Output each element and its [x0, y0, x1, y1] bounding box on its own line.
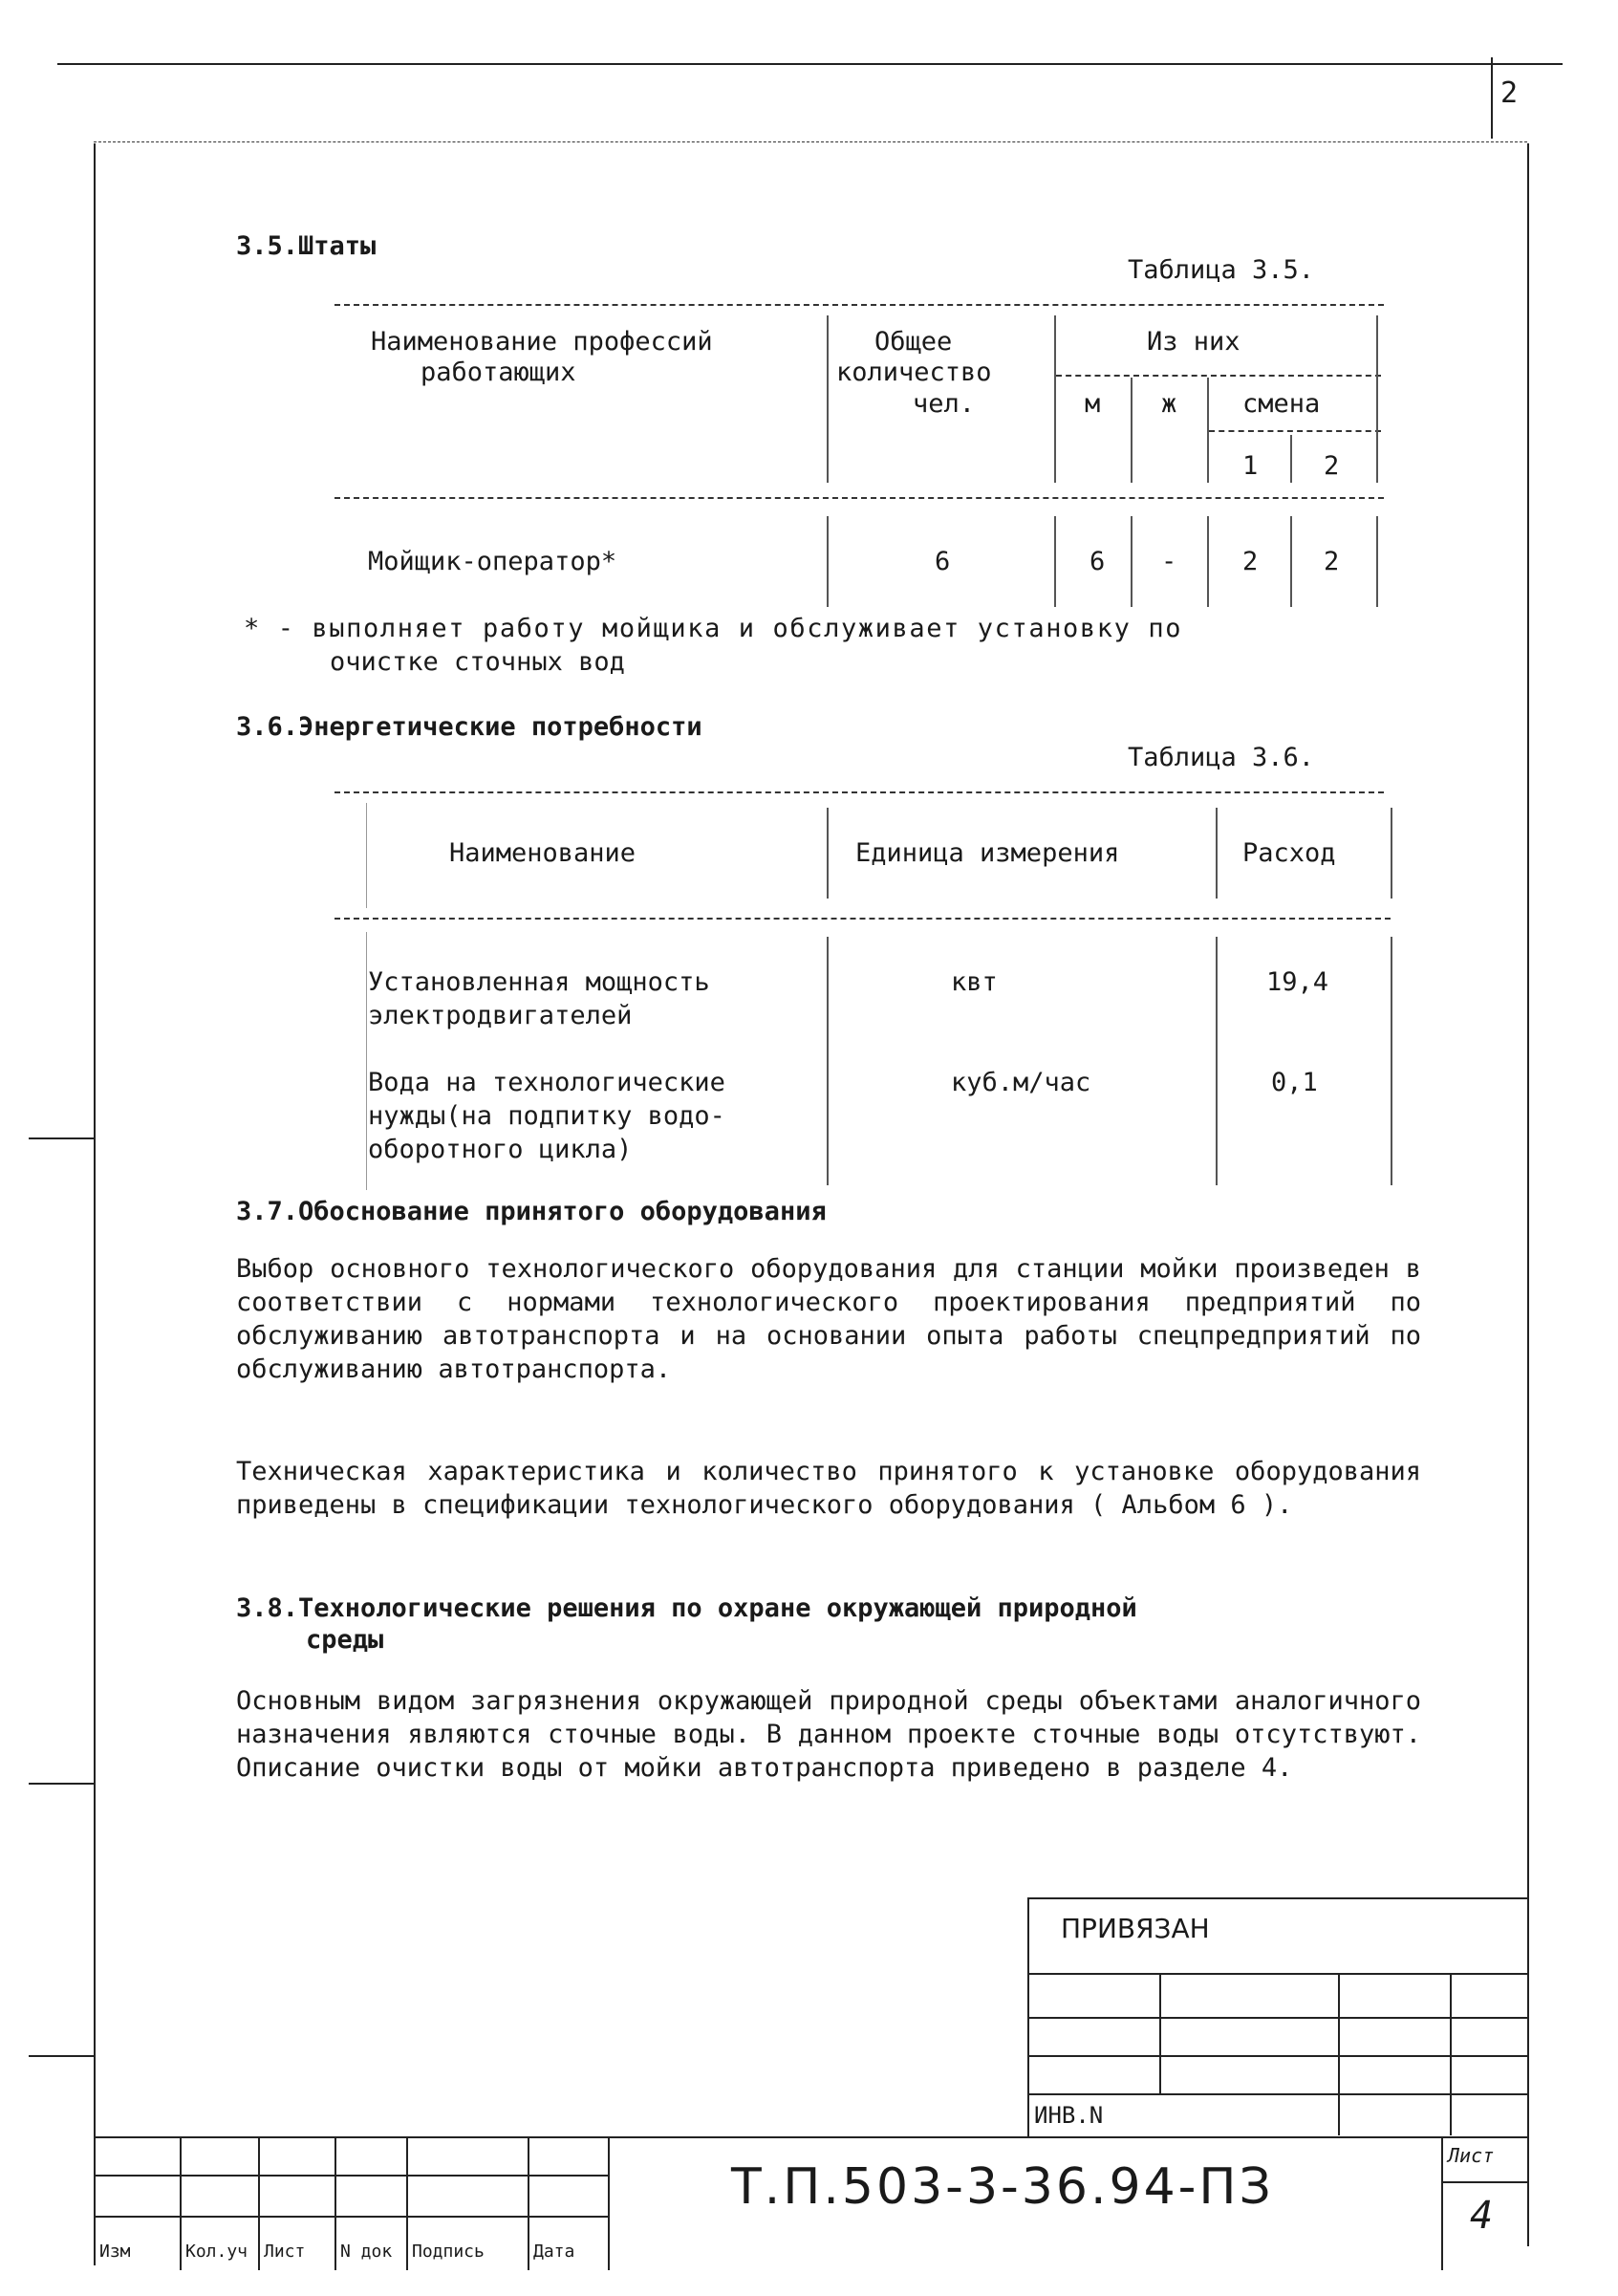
table-3-5-body-vline-2	[1054, 516, 1056, 607]
table-3-6-body-vline-2	[1216, 937, 1218, 1185]
col-label-kol: Кол.уч	[185, 2242, 248, 2262]
binding-mark-3	[29, 2055, 96, 2057]
section-3-7-heading: 3.7.Обоснование принятого оборудования	[236, 1197, 827, 1226]
stamp-row-2	[1027, 2017, 1529, 2019]
sheet-box-left	[1441, 2136, 1443, 2270]
inner-top-border	[94, 141, 1527, 142]
table-3-6-body-vline-1	[827, 937, 829, 1185]
table-3-6-vline-right	[1391, 808, 1392, 899]
binding-mark-1	[29, 1137, 96, 1139]
col-header-of-them: Из них	[1147, 327, 1240, 357]
col-header-profession-2: работающих	[421, 357, 576, 387]
table-3-5-top-rule	[334, 304, 1384, 306]
table-3-5-vline-3	[1131, 378, 1133, 483]
col-header-total-3: чел.	[913, 389, 976, 419]
footnote-line-1: * - выполняет работу мойщика и обслуживает установку по	[244, 614, 1183, 643]
col-label-list: Лист	[264, 2242, 306, 2262]
section-3-5-heading: 3.5.Штаты	[236, 231, 377, 261]
stamp-col-2	[1338, 1973, 1340, 2135]
col-label-date: Дата	[533, 2242, 575, 2262]
energy-row-1-name-1: Установленная мощность	[368, 967, 710, 997]
col-header-profession: Наименование профессий	[371, 327, 713, 357]
sheet-box-mid	[1441, 2181, 1527, 2183]
bottom-strip-bot	[94, 2216, 610, 2218]
col-label-signature: Подпись	[412, 2242, 485, 2262]
table-row-m: 6	[1089, 547, 1106, 576]
table-row-zh: -	[1161, 547, 1177, 576]
top-border-line	[57, 63, 1563, 65]
col-header-shift-1: 1	[1242, 451, 1259, 481]
energy-row-2-name-2: нужды(на подпитку водо-	[368, 1101, 725, 1131]
privyazan-label: ПРИВЯЗАН	[1061, 1913, 1210, 1944]
document-code: Т.П.503-3-36.94-ПЗ	[731, 2158, 1274, 2216]
col-header-shift: смена	[1242, 389, 1321, 419]
table-3-5-header-rule	[334, 497, 1384, 499]
right-border-line	[1527, 143, 1529, 2246]
table-row-name: Мойщик-оператор*	[368, 547, 617, 576]
table-3-5-vline-2	[1054, 315, 1056, 483]
col-label-ndok: N док	[340, 2242, 393, 2262]
energy-row-2-unit: куб.м/час	[951, 1068, 1091, 1097]
page-number-divider	[1491, 57, 1493, 139]
bottom-strip-col-4	[406, 2136, 408, 2270]
table-3-6-body-vline-right	[1391, 937, 1392, 1185]
bottom-strip-col-5	[528, 2136, 529, 2270]
energy-row-1-unit: квт	[951, 967, 998, 997]
col-header-total-2: количество	[836, 357, 992, 387]
section-3-8-heading-2: среды	[306, 1625, 384, 1655]
energy-row-2-value: 0,1	[1271, 1068, 1318, 1097]
shift-rule	[1209, 430, 1381, 432]
table-3-6-vline-1	[827, 808, 829, 899]
col-header-name: Наименование	[449, 838, 636, 868]
table-row-s1: 2	[1242, 547, 1259, 576]
energy-row-2-name-1: Вода на технологические	[368, 1068, 725, 1097]
bottom-strip-col-3	[334, 2136, 336, 2270]
energy-row-1-value: 19,4	[1266, 967, 1329, 997]
binding-mark-2	[29, 1783, 96, 1785]
section-3-8-paragraph: Основным видом загрязнения окружающей природной среды объектами аналогичного назначения являются сточные воды. В данном проекте сточные воды отсутствуют. Описание очистки воды от мойки автотранспорта приведено в разделе 4.	[236, 1686, 1421, 1783]
col-header-zh: ж	[1161, 389, 1177, 419]
table-3-5-caption: Таблица 3.5.	[1128, 255, 1315, 285]
col-header-consumption: Расход	[1242, 838, 1336, 868]
table-3-5-body-vline-4	[1207, 516, 1209, 607]
table-3-5-body-vline-5	[1290, 516, 1292, 607]
table-3-6-body-vline-left	[366, 932, 367, 1190]
table-3-5-body-vline-3	[1131, 516, 1133, 607]
energy-row-1-name-2: электродвигателей	[368, 1001, 633, 1030]
col-header-m: м	[1085, 389, 1101, 419]
table-3-5-body-vline-1	[827, 516, 829, 607]
stamp-row-4	[1027, 2093, 1529, 2095]
bottom-strip-col-6	[608, 2136, 610, 2270]
table-3-6-top-rule	[334, 791, 1384, 793]
inv-no-label: ИНВ.N	[1034, 2102, 1104, 2129]
col-header-total-1: Общее	[874, 327, 953, 357]
section-3-6-heading: 3.6.Энергетические потребности	[236, 712, 702, 742]
table-3-5-vline-right	[1376, 315, 1378, 483]
page-number: 2	[1500, 76, 1519, 110]
table-row-total: 6	[935, 547, 951, 576]
bottom-strip-mid	[94, 2175, 610, 2177]
sheet-number: 4	[1470, 2194, 1494, 2238]
col-header-shift-2: 2	[1324, 451, 1340, 481]
col-label-izm: Изм	[99, 2242, 131, 2262]
stamp-row-3	[1027, 2055, 1529, 2057]
left-border-line	[94, 143, 96, 2265]
section-3-8-heading-1: 3.8.Технологические решения по охране окружающей природной	[236, 1593, 1137, 1623]
col-header-unit: Единица измерения	[855, 838, 1120, 868]
table-3-5-vline-1	[827, 315, 829, 483]
of-them-rule	[1056, 375, 1381, 377]
bottom-strip-top	[94, 2136, 1527, 2138]
table-3-6-vline-left	[366, 803, 367, 908]
energy-row-2-name-3: оборотного цикла)	[368, 1135, 633, 1164]
bottom-strip-col-1	[180, 2136, 182, 2270]
stamp-col-1	[1159, 1973, 1161, 2093]
sheet-label: Лист	[1448, 2144, 1495, 2167]
stamp-col-3	[1450, 1973, 1452, 2135]
footnote-line-2: очистке сточных вод	[330, 647, 625, 677]
section-3-7-paragraph-1: Выбор основного технологического оборудования для станции мойки произведен в соответствии с нормами технологического проектирования предприятий по обслуживанию автотранспорта и на основании опыта работы спецпредприятий по обслуживанию автотранспорта.	[236, 1254, 1421, 1384]
table-3-6-header-rule	[334, 918, 1391, 920]
table-3-6-vline-2	[1216, 808, 1218, 899]
stamp-row-1	[1027, 1973, 1529, 1975]
table-3-6-caption: Таблица 3.6.	[1128, 743, 1315, 772]
table-3-5-vline-5	[1290, 435, 1292, 483]
table-3-5-body-vline-right	[1376, 516, 1378, 607]
bottom-strip-col-2	[258, 2136, 260, 2270]
section-3-7-paragraph-2: Техническая характеристика и количество принятого к установке оборудования приведены в спецификации технологического оборудования ( Альбом 6 ).	[236, 1457, 1421, 1520]
stamp-box-top	[1027, 1897, 1529, 1899]
table-row-s2: 2	[1324, 547, 1340, 576]
